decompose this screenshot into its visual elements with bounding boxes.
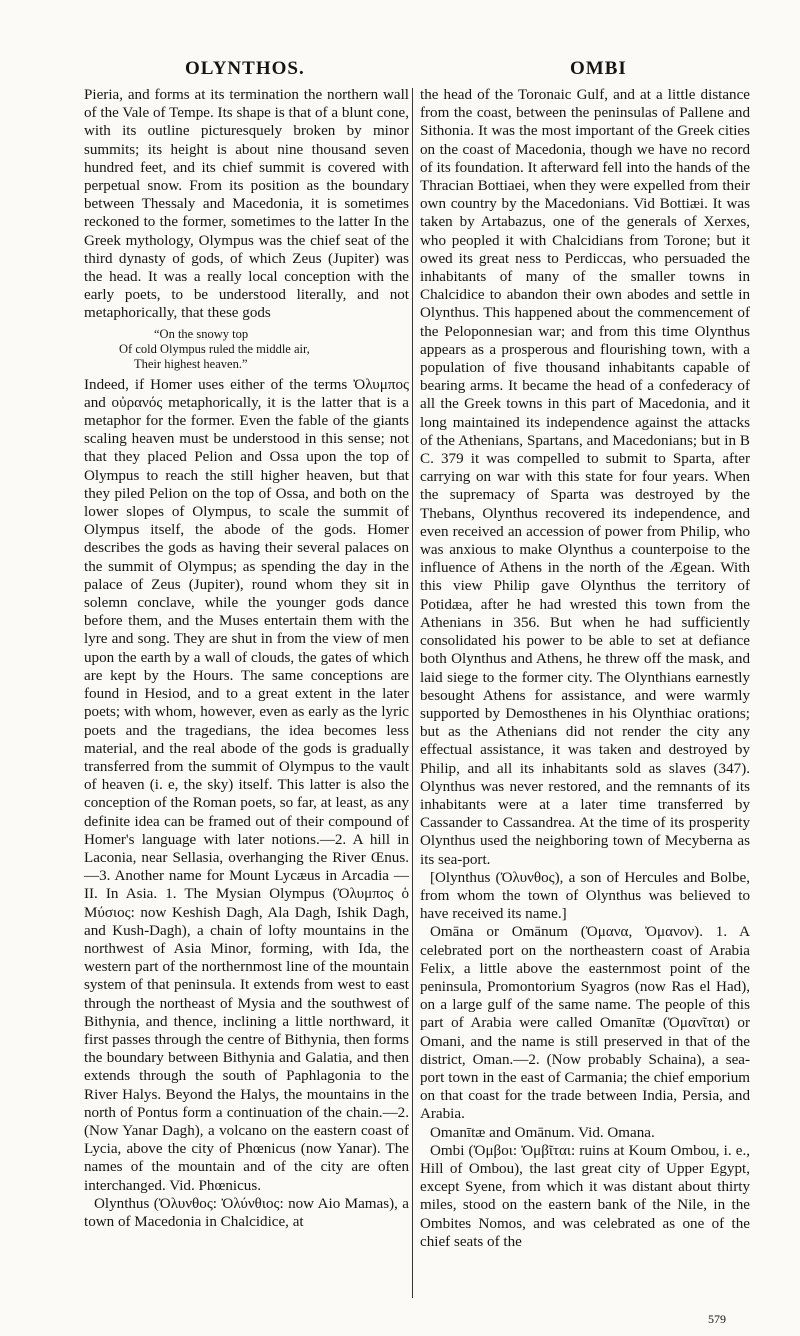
page-number: 579: [708, 1312, 726, 1326]
header-right-title: OMBI: [570, 58, 627, 79]
quotation: [84, 327, 409, 372]
quote-line-3: Their highest heaven.”: [134, 356, 248, 371]
entry-olynthus-son-of-hercules: [Olynthus (Ὀλυνθος), a son of Hercules and Bolbe, from whom the town of Olynthus was believed to have received its name.]: [420, 869, 750, 923]
paragraph-olympus-mythology: Indeed, if Homer uses either of the terms Ὀλυμπος and οὐρανός metaphorically, it is the latter that is a metaphor for the former. Even the fable of the giants scaling heaven must be understood in this sense; not that they placed Pelion and Ossa upon the top of Olympus to reach the still higher heaven, but that they piled Pelion on the top of Ossa, and both on the lower slopes of Olympus, to scale the summit of Olympus itself, the abode of the gods. Homer describes the gods as having their several palaces on the summit of Olympus; as spending the day in the palace of Zeus (Jupiter), round whom they sit in solemn conclave, while the younger gods dance before them, and the Muses entertain them with the lyre and song. They are shut in from the view of men upon the earth by a wall of clouds, the gates of which are kept by the Hours. The same conceptions are found in Hesiod, and to a great extent in the later poets; with whom, however, even as early as the lyric poets and the tragedians, the idea becomes less material, and the real abode of the gods is gradually transferred from the summit of Olympus to the vault of heaven (i. e, the sky) itself. This latter is also the conception of the Roman poets, so far, at least, as any definite idea can be framed out of their compound of Homer's language with later notions.—2. A hill in Laconia, near Sellasia, overhanging the River Œnus.—3. Another name for Mount Lycæus in Arcadia —II. In Asia. 1. The Mysian Olympus (Ὀλυμπος ὁ Μύσιος: now Keshish Dagh, Ala Dagh, Ishik Dagh, and Kush-Dagh), a chain of lofty mountains in the northwest of Asia Minor, forming, with Ida, the western part of the northernmost line of the mountain system of that peninsula. It extends from west to east through the northeast of Mysia and the southwest of Bithynia, and thence, inclining a little northward, it first passes through the centre of Bithynia, then forms the boundary between Bithynia and Galatia, and then extends through the south of Paphlagonia to the River Halys. Beyond the Halys, the mountains in the north of Pontus form a continuation of the chain.—2. (Now Yanar Dagh), a volcano on the eastern coast of Lycia, above the city of Phœnicus (now Yanar). The names of the mountain and of the city are often interchanged. Vid. Phœnicus.: [84, 376, 409, 1194]
paragraph-olynthus-continued: the head of the Toronaic Gulf, and at a little distance from the coast, between the peninsulas of Pallene and Sithonia. It was the most important of the Greek cities on the coast of Macedonia, though we have no record of its foundation. It afterward fell into the hands of the Thracian Bottiaei, when they were expelled from their own country by the Macedonians. Vid Bottiæi. It was taken by Artabazus, one of the generals of Xerxes, who peopled it with Chalcidians from Torone; but it owed its great ness to Perdiccas, who persuaded the inhabitants of many of the smaller towns in Chalcidice to abandon their own abodes and settle in Olynthus. This happened about the commencement of the Peloponnesian war; and from this time Olynthus appears as a prosperous and flourishing town, with a population of five thousand inhabitants capable of bearing arms. It became the head of a confederacy of all the Greek towns in this part of Macedonia, and it long maintained its independence against the attacks of the Athenians, Spartans, and Macedonians; but in B C. 379 it was compelled to submit to Sparta, after carrying on war with this state for four years. When the supremacy of Sparta was destroyed by the Thebans, Olynthus recovered its independence, and even received an accession of power from Philip, who was anxious to make Olynthus a counterpoise to the influence of Athens in the north of the Ægean. With this view Philip gave Olynthus the territory of Potidæa, after he had wrested this town from the Athenians in 356. But when he had sufficiently consolidated his power to be able to set at defiance both Olynthus and Athens, he threw off the mask, and laid siege to the former city. The Olynthians earnestly besought Athens for assistance, and were warmly supported by Demosthenes in his Olynthiac orations; but as the Athenians did not render the city any effectual assistance, it was taken and destroyed by Philip, and all its inhabitants sold as slaves (347). Olynthus was never restored, and the remnants of its inhabitants were at a later time transferred by Cassander to Cassandrea. At the time of its prosperity Olynthus used the neighboring town of Mecyberna as its sea-port.: [420, 87, 750, 868]
right-column: [420, 86, 750, 1336]
left-column: [84, 86, 409, 1336]
running-header: [0, 58, 800, 82]
quote-line-2: Of cold Olympus ruled the middle air,: [119, 341, 310, 356]
paragraph-olympus-continued: Pieria, and forms at its termination the northern wall of the Vale of Tempe. Its shape is that of a blunt cone, with its outline picturesquely broken by minor summits; its height is about nine thousand seven hundred feet, and its chief summit is covered with perpetual snow. From its position as the boundary between Thessaly and Macedonia, it is sometimes reckoned to the former, sometimes to the latter In the Greek mythology, Olympus was the chief seat of the third dynasty of gods, of which Zeus (Jupiter) was the head. It was a really local conception with the early poets, to be understood literally, and not metaphorically, that these gods: [84, 87, 409, 322]
entry-omana: Omāna or Omānum (Ὀμανα, Ὀμανον). 1. A celebrated port on the northeastern coast of Arabia Felix, a little above the easternmost point of the peninsula, Promontorium Syagros (now Ras el Had), on a large gulf of the same name. The people of this part of Arabia were called Omanītæ (Ὀμανῖται) or Omani, and the name is still preserved in that of the district, Oman.—2. (Now probably Schaina), a sea-port town in the east of Carmania; the chief emporium on that coast for the trade between India, Persia, and Arabia.: [420, 924, 750, 1123]
quote-line-1: “On the snowy top: [154, 326, 249, 341]
entry-ombi: Ombi (Ὀμβοι: Ὀμβῖται: ruins at Koum Ombou, i. e., Hill of Ombou), the last great city of Upper Egypt, except Syene, from which it was distant about thirty miles, stood on the eastern bank of the Nile, in the Ombites Nomos, and was celebrated as one of the chief seats of the: [420, 1142, 750, 1250]
entry-omanitae: Omanītæ and Omānum. Vid. Omana.: [430, 1124, 655, 1141]
column-divider: [412, 88, 413, 1298]
entry-olynthus: Olynthus (Ὀλυνθος: Ὀλύνθιος: now Aio Mamas), a town of Macedonia in Chalcidice, at: [84, 1195, 409, 1230]
header-left-title: OLYNTHOS.: [185, 58, 305, 79]
